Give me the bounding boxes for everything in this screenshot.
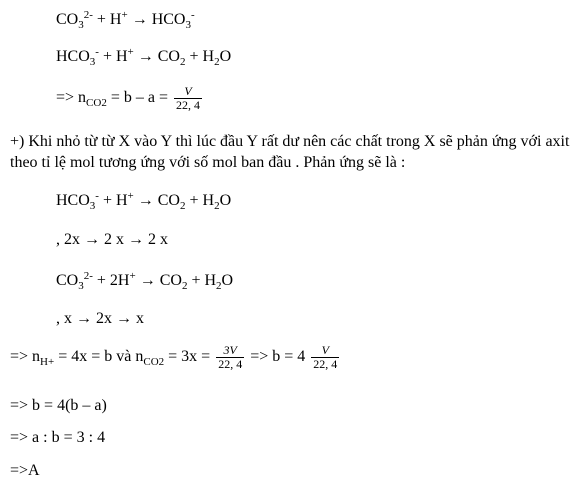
equation-mole-relations: => $n_{H+} = 4x = b$ và $n_{CO2} = 3x$ = $\frac{3V}{22, 4}$ => b = 4 $\frac{V}{22, 4}$ xyxy=(10,342,338,371)
fraction-v-over-22-4-second: $\frac{V}{22, 4}$ xyxy=(313,342,338,371)
fraction-v-over-22-4: $\frac{V}{22, 4}$ xyxy=(175,83,200,112)
equation-nco2-result: => $n_{CO2} = b - a$ = $\frac{V}{22, 4}$ xyxy=(56,83,200,112)
stoichiometry-line-bicarbonate: , 2x → 2 x → 2 x xyxy=(56,231,168,248)
equation-bicarbonate-reaction: $HCO_3^- + H^+ \to CO_2 + H_2O$ xyxy=(56,190,232,212)
fraction-3v-over-22-4: $\frac{3V}{22, 4}$ xyxy=(218,342,243,371)
explanation-paragraph: +) Khi nhỏ từ từ X vào Y thì lúc đầu Y rất dư nên các chất trong X sẽ phản ứng với axit theo tỉ lệ mol tương ứng với số mol ban đầu . Phản ứng sẽ là : xyxy=(10,133,570,171)
stoichiometry-line-carbonate: , x → 2x → x xyxy=(56,310,144,327)
equation-carbonate-reaction: $CO_3^{2-} + 2H^+ \to CO_2 + H_2O$ xyxy=(56,270,234,292)
final-answer: =>A xyxy=(10,462,40,479)
equation-b-relation: => b = 4(b – a) xyxy=(10,397,107,414)
equation-ratio: => a : b = 3 : 4 xyxy=(10,429,106,446)
equation-carbonate-protonation: $CO_3^{2-} + H^+ \to HCO_3^-$ xyxy=(56,9,195,31)
equation-bicarbonate-protonation: $HCO_3^- + H^+ \to CO_2 + H_2O$ xyxy=(56,46,232,68)
